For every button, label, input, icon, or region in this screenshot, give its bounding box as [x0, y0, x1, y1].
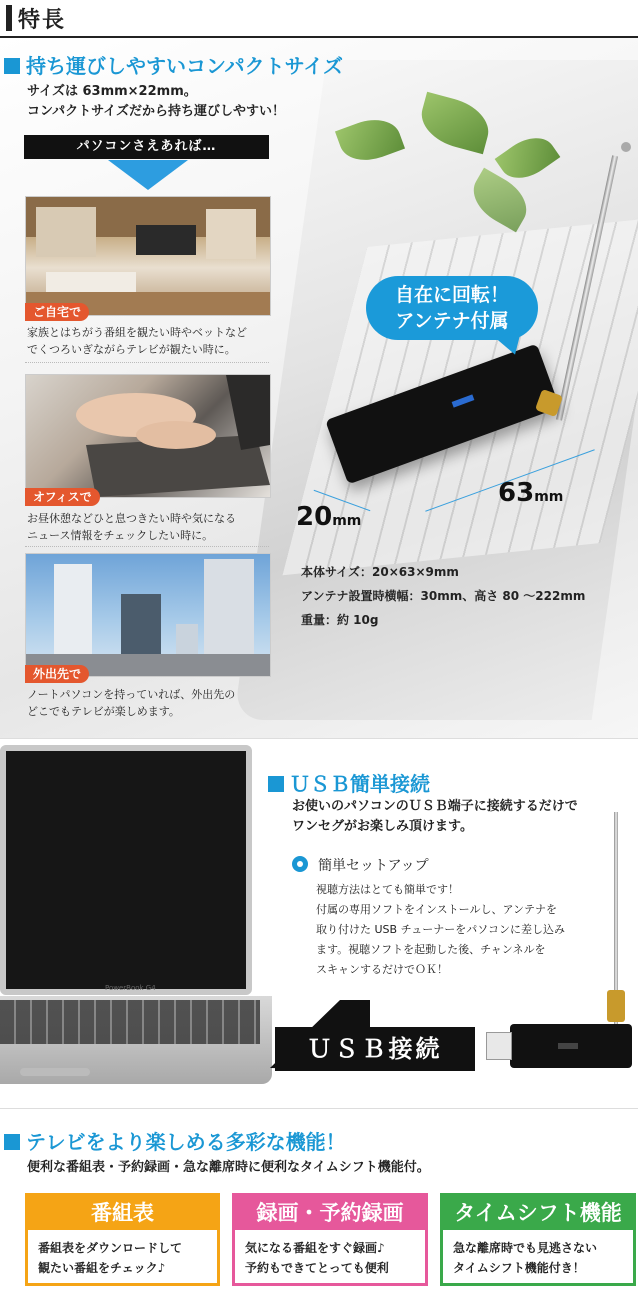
feature-line: 観たい番組をチェック♪: [38, 1261, 166, 1275]
usb-lead: [292, 797, 578, 837]
compact-intro: [27, 82, 285, 122]
feature-line: タイムシフト機能付き！: [453, 1261, 585, 1275]
caption-line: 家族とはちがう番組を観たい時やベットなど: [27, 326, 247, 339]
section-divider: [0, 738, 638, 739]
page-header: [0, 0, 638, 36]
usb-plug: [486, 1032, 512, 1060]
home-photo: [25, 196, 271, 316]
scene-caption-office: [27, 510, 236, 544]
city-photo: [25, 553, 271, 677]
setup-line: スキャンするだけでＯＫ！: [316, 963, 448, 976]
feature-card-recording: [232, 1193, 428, 1286]
bubble-line: アンテナ付属: [395, 310, 509, 332]
caption-line: お昼休憩などひと息つきたい時や気になる: [27, 512, 236, 525]
laptop-keyboard: [0, 1000, 260, 1044]
feature-description: [235, 1230, 425, 1278]
section-title-compact: [4, 50, 343, 79]
dimension-value: 63: [498, 478, 535, 508]
office-photo: [25, 374, 271, 498]
dimension-value: 20: [296, 502, 333, 532]
section-title-text: 持ち運びしやすいコンパクトサイズ: [26, 54, 343, 78]
feature-description: [443, 1230, 633, 1278]
section-title-text: テレビをより楽しめる多彩な機能！: [26, 1130, 346, 1154]
spec-size: 本体サイズ：20×63×9mm: [301, 565, 459, 579]
features-lead: 便利な番組表・予約録画・急な離席時に便利なタイムシフト機能付。: [27, 1160, 430, 1175]
dimension-length: [498, 478, 563, 508]
feature-line: 気になる番組をすぐ録画♪: [245, 1241, 385, 1255]
feature-line: 番組表をダウンロードして: [38, 1241, 183, 1255]
typing-illustration: [26, 375, 270, 497]
spec-antenna: アンテナ設置時横幅：30mm、高さ 80 ～222mm: [301, 589, 586, 603]
laptop-brand-label: PowerBook G4: [105, 984, 156, 992]
caption-line: ニュース情報をチェックしたい時に。: [27, 529, 214, 542]
scene-tag-home: ご自宅で: [25, 303, 89, 321]
section-title-usb: [268, 768, 430, 797]
dimension-unit: mm: [332, 513, 362, 529]
laptop-slot: [20, 1068, 90, 1076]
feature-line: 予約もできてとっても便利: [245, 1261, 389, 1275]
section-title-text: ＵＳＢ簡単接続: [290, 772, 430, 796]
dimension-width: [296, 502, 361, 532]
feature-card-timeshift: [440, 1193, 636, 1286]
spec-weight: 重量：約 10g: [301, 613, 379, 627]
intro-line: コンパクトサイズだから持ち運びしやすい！: [27, 104, 286, 119]
lead-line: お使いのパソコンのＵＳＢ端子に接続するだけで: [292, 799, 578, 814]
feature-description: [28, 1230, 217, 1278]
intro-line: サイズは 63mm×22mm。: [27, 84, 197, 99]
laptop-screen: [0, 745, 252, 995]
antenna-tip: [621, 142, 631, 152]
setup-description: [316, 880, 565, 980]
caption-line: どこでもテレビが楽しめます。: [27, 705, 180, 718]
caption-line: ノートパソコンを持っていれば、外出先の: [27, 688, 236, 701]
scene-tag-office: オフィスで: [25, 488, 100, 506]
usb-connect-banner: ＵＳＢ接続: [275, 1027, 475, 1071]
title-square-icon: [4, 58, 20, 74]
skyline-illustration: [26, 554, 270, 676]
living-room-illustration: [26, 197, 270, 315]
dimension-unit: mm: [534, 489, 564, 505]
scene-caption-outside: [27, 686, 235, 720]
title-square-icon: [268, 776, 284, 792]
caption-line: でくつろいぎながらテレビが観たい時に。: [27, 343, 236, 356]
section-title-features: [4, 1126, 346, 1155]
scene-tag-outside: 外出先で: [25, 665, 89, 683]
arrow-down-icon: [108, 160, 188, 190]
title-square-icon: [4, 1134, 20, 1150]
pc-banner: パソコンさえあれば…: [24, 135, 269, 159]
section-divider: [0, 1108, 638, 1109]
tuner-indicator: [558, 1043, 578, 1049]
caption-divider: [25, 362, 269, 364]
antenna-hinge: [607, 990, 625, 1022]
page-title: 特長: [18, 8, 67, 33]
setup-line: 付属の専用ソフトをインストールし、アンテナを: [316, 903, 558, 916]
spec-list: [301, 560, 585, 632]
setup-title: 簡単セットアップ: [318, 858, 429, 874]
feature-title: 録画・予約録画: [235, 1196, 425, 1230]
lead-line: ワンセグがお楽しみ頂けます。: [292, 819, 473, 834]
header-bar: [6, 5, 12, 31]
feature-card-guide: [25, 1193, 220, 1286]
feature-title: タイムシフト機能: [443, 1196, 633, 1230]
scene-caption-home: [27, 324, 247, 358]
setup-line: ます。視聴ソフトを起動した後、チャンネルを: [316, 943, 546, 956]
feature-title: 番組表: [28, 1196, 217, 1230]
feature-line: 急な離席時でも見逃さない: [453, 1241, 598, 1255]
radio-icon: [292, 856, 308, 872]
bubble-line: 自在に回転！: [394, 284, 509, 306]
setup-line: 取り付けた USB チューナーをパソコンに差し込み: [316, 923, 566, 936]
setup-line: 視聴方法はとても簡単です！: [316, 883, 459, 896]
caption-divider: [25, 546, 269, 548]
